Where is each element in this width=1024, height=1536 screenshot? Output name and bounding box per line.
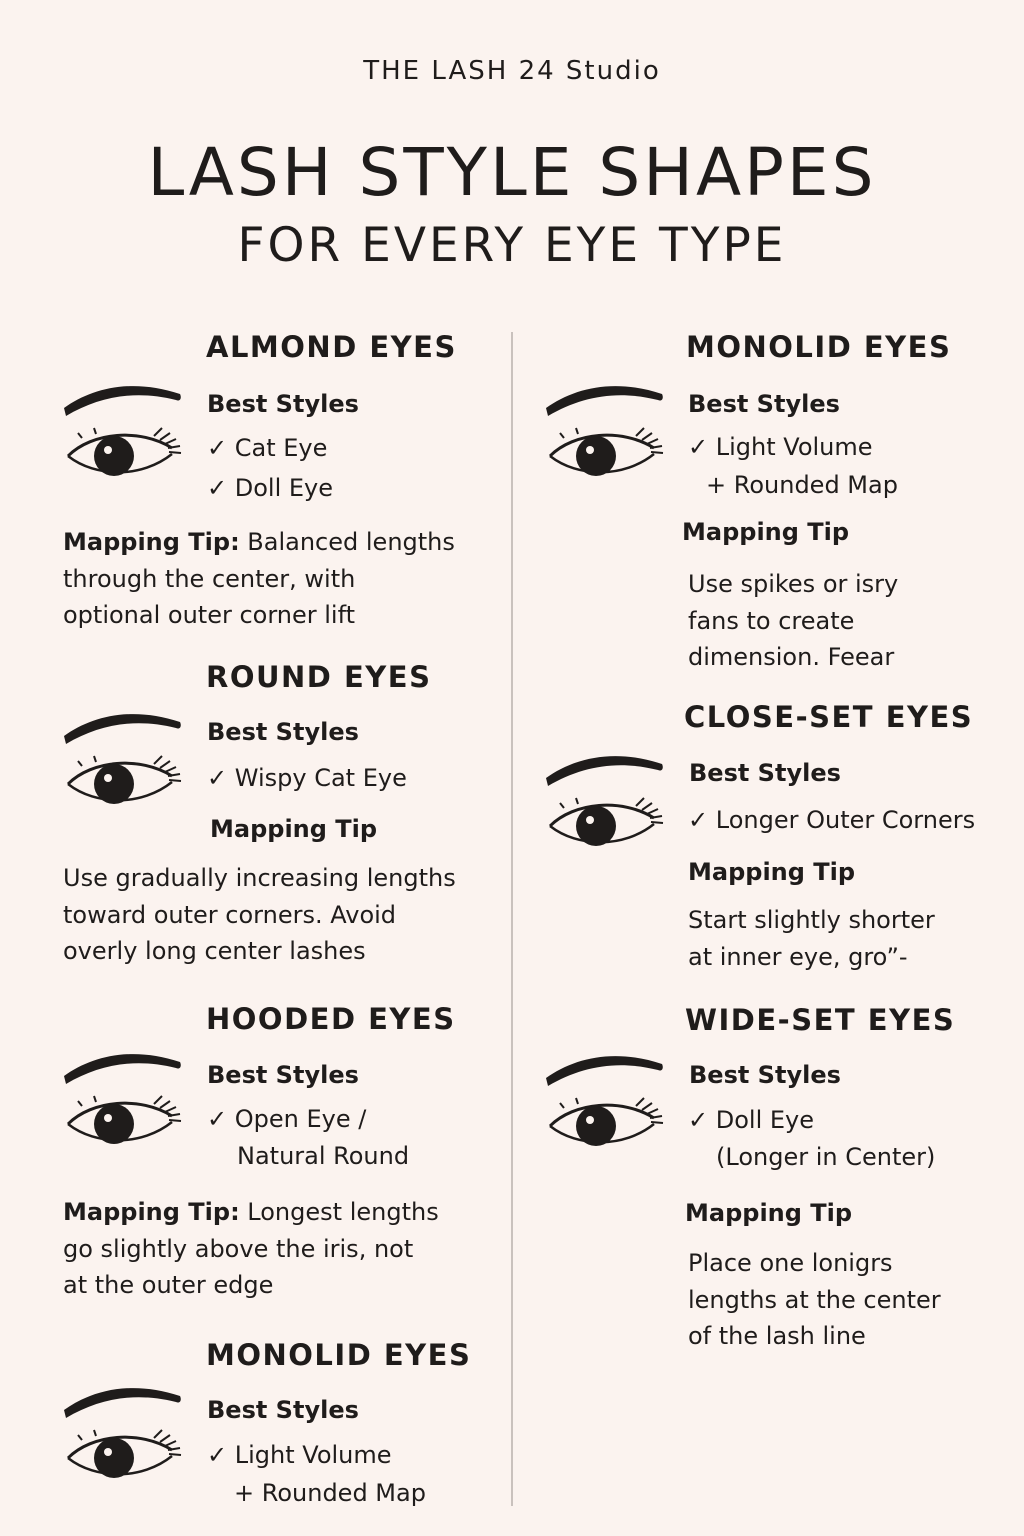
check-icon: ✓ — [688, 433, 709, 461]
almond-mapping-tip: Mapping Tip: Balanced lengths through the center, with optional outer corner lift — [63, 528, 455, 629]
eye-with-brow-icon — [62, 706, 186, 818]
check-icon: ✓ — [207, 434, 228, 462]
monolid-style-item-cont: + Rounded Map — [234, 1479, 426, 1507]
monolid-right-style-item-cont: + Rounded Map — [706, 471, 898, 499]
close-set-mapping-tip-label: Mapping Tip — [688, 858, 856, 886]
close-set-style-item: ✓ Longer Outer Corners — [688, 806, 976, 834]
hooded-eyes-heading: HOODED EYES — [206, 1002, 456, 1036]
almond-style-item: ✓ Cat Eye — [207, 434, 328, 462]
round-mapping-tip-label: Mapping Tip — [210, 815, 378, 843]
page-subtitle: FOR EVERY EYE TYPE — [237, 218, 787, 273]
monolid-right-mapping-tip-label: Mapping Tip — [682, 518, 850, 546]
almond-best-styles-label: Best Styles — [207, 390, 359, 418]
check-icon: ✓ — [207, 1105, 228, 1133]
hooded-mapping-tip: Mapping Tip: Longest lengths go slightly above the iris, not at the outer edge — [63, 1198, 439, 1299]
round-best-styles-label: Best Styles — [207, 718, 359, 746]
wide-set-eyes-heading: WIDE-SET EYES — [685, 1003, 956, 1037]
check-icon: ✓ — [688, 806, 709, 834]
close-set-best-styles-label: Best Styles — [689, 759, 841, 787]
close-set-eyes-heading: CLOSE-SET EYES — [684, 700, 974, 734]
monolid-right-mapping-tip: Use spikes or isry fans to create dimension. Feear — [688, 570, 899, 671]
hooded-best-styles-label: Best Styles — [207, 1061, 359, 1089]
eye-with-brow-icon — [62, 378, 186, 490]
hooded-style-item: ✓ Open Eye / — [207, 1105, 367, 1133]
check-icon: ✓ — [207, 1441, 228, 1469]
eye-with-brow-icon — [62, 1380, 186, 1492]
monolid-right-style-item: ✓ Light Volume — [688, 433, 873, 461]
eye-with-brow-icon — [544, 1048, 668, 1160]
monolid-best-styles-label: Best Styles — [207, 1396, 359, 1424]
almond-eyes-heading: ALMOND EYES — [206, 330, 457, 364]
column-divider — [511, 332, 513, 1506]
wide-set-style-item: ✓ Doll Eye — [688, 1106, 815, 1134]
round-style-item: ✓ Wispy Cat Eye — [207, 764, 407, 792]
eye-with-brow-icon — [544, 748, 668, 860]
round-eyes-heading: ROUND EYES — [206, 660, 432, 694]
check-icon: ✓ — [688, 1106, 709, 1134]
check-icon: ✓ — [207, 764, 228, 792]
monolid-eyes-heading: MONOLID EYES — [206, 1338, 472, 1372]
wide-set-best-styles-label: Best Styles — [689, 1061, 841, 1089]
wide-set-mapping-tip: Place one lonigrs lengths at the center of the lash line — [688, 1249, 941, 1350]
brand-name: THE LASH 24 Studio — [363, 56, 661, 86]
monolid-eyes-heading-right: MONOLID EYES — [686, 330, 952, 364]
close-set-mapping-tip: Start slightly shorter at inner eye, gro”- — [688, 906, 935, 971]
monolid-style-item: ✓ Light Volume — [207, 1441, 392, 1469]
eye-with-brow-icon — [62, 1046, 186, 1158]
page-title: LASH STYLE SHAPES — [147, 134, 877, 211]
wide-set-mapping-tip-label: Mapping Tip — [685, 1199, 853, 1227]
almond-style-item: ✓ Doll Eye — [207, 474, 334, 502]
wide-set-style-item-cont: (Longer in Center) — [716, 1143, 936, 1171]
hooded-style-item-cont: Natural Round — [237, 1142, 410, 1170]
eye-with-brow-icon — [544, 378, 668, 490]
round-mapping-tip: Use gradually increasing lengths toward outer corners. Avoid overly long center lashes — [63, 864, 456, 965]
monolid-right-best-styles-label: Best Styles — [688, 390, 840, 418]
check-icon: ✓ — [207, 474, 228, 502]
